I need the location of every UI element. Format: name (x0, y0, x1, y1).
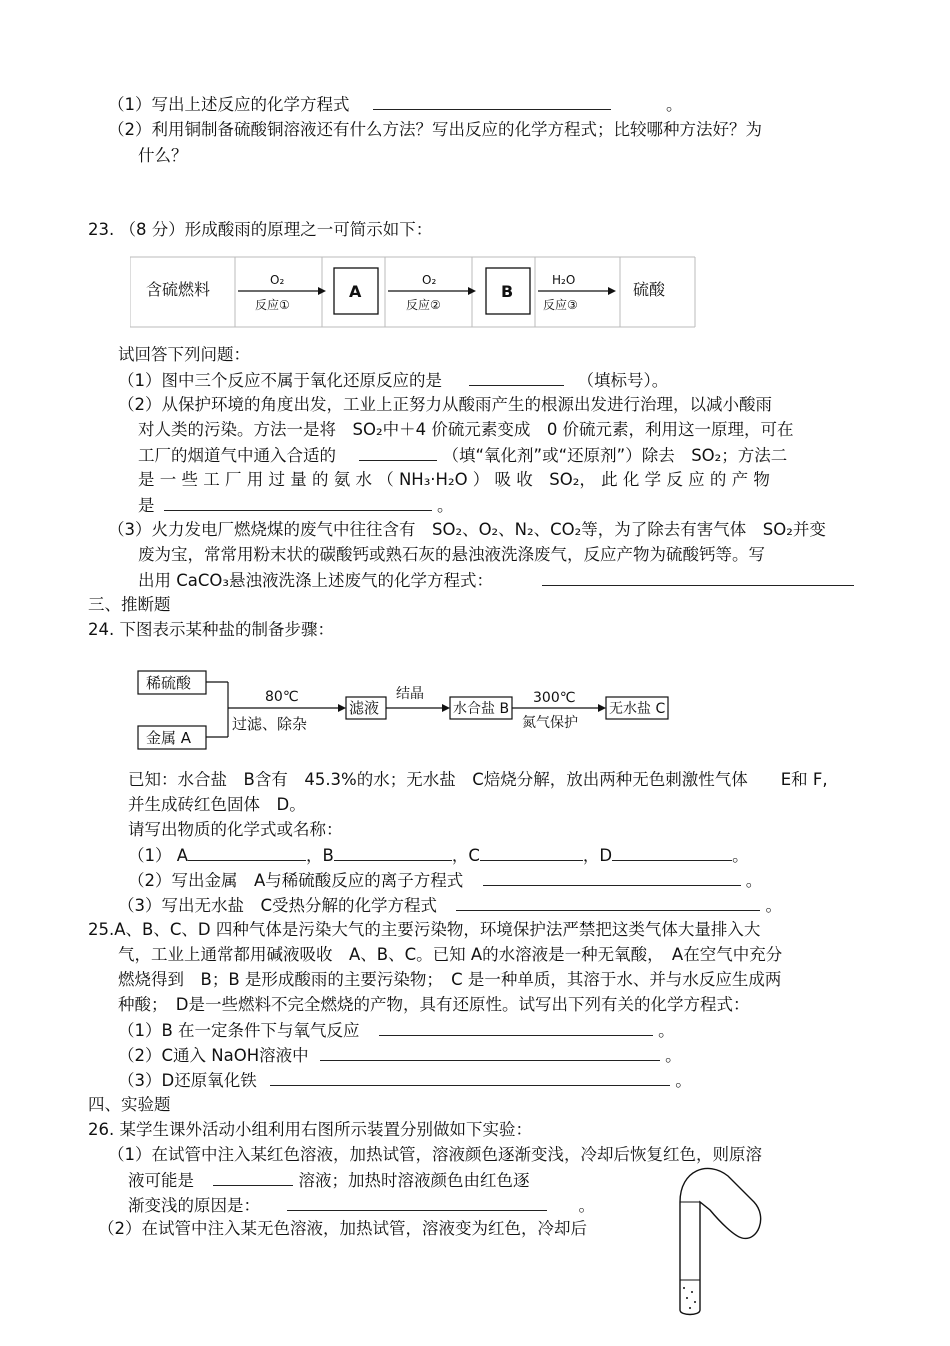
q24-part1: （1） A ，B ，C ，D 。 (128, 846, 749, 865)
arrow-head-icon (442, 704, 450, 712)
answer-blank[interactable] (270, 1069, 670, 1086)
flow-r1-reagent: O₂ (270, 273, 285, 287)
flow-box-b-label: B (501, 282, 514, 301)
flow-box-a-label: A (349, 282, 362, 301)
answer-blank[interactable] (213, 1169, 293, 1186)
flow-r2-reagent: O₂ (422, 273, 437, 287)
anhydrous-label: 无水盐 C (609, 701, 666, 717)
answer-blank[interactable] (469, 369, 564, 386)
metal-label: 金属 A (146, 729, 192, 747)
q22-part1: （1）写出上述反应的化学方程式 。 (108, 95, 683, 114)
q23-part2-line3: 工厂的烟道气中通入合适的 （填“氧化剂”或“还原剂”）除去 SO₂；方法二 (138, 446, 788, 465)
answer-blank[interactable] (456, 894, 760, 911)
q25-part1: （1）B 在一定条件下与氧气反应 。 (118, 1021, 675, 1040)
q25-line1: 25.A、B、C、D 四种气体是污染大气的主要污染物，环境保护法严禁把这类气体大量排入大 (88, 920, 761, 939)
answer-blank[interactable] (379, 1019, 653, 1036)
q23-intro: 试回答下列问题： (118, 345, 250, 364)
q23-part2-line2: 对人类的污染。方法一是将 SO₂中＋4 价硫元素变成 0 价硫元素，利用这一原理，可在 (138, 420, 794, 439)
flow-r1-label: 反应① (255, 298, 290, 312)
acid-rain-flow-diagram (130, 253, 700, 331)
arrow-head-icon (608, 287, 616, 295)
flow-r2-label: 反应② (406, 298, 441, 312)
arrow-head-icon (338, 704, 346, 712)
salt-prep-flow-diagram (130, 665, 690, 755)
filter-label: 过滤、除杂 (232, 715, 308, 733)
q23-title: 23. （8 分）形成酸雨的原理之一可简示如下： (88, 220, 433, 239)
q24-part3: （3）写出无水盐 C受热分解的化学方程式 。 (118, 896, 783, 915)
q26-part1-line2: 液可能是 溶液；加热时溶液颜色由红色逐 (128, 1171, 530, 1190)
answer-blank[interactable] (612, 844, 732, 861)
answer-blank[interactable] (542, 569, 854, 586)
sealed-test-tube-apparatus (650, 1162, 780, 1322)
answer-blank[interactable] (287, 1194, 547, 1211)
q23-part2-line4: 是 一 些 工 厂 用 过 量 的 氨 水 （ NH₃·H₂O ） 吸 收 SO₂， 此 化 学 反 应 的 产 物 (138, 470, 770, 489)
flow-end: 硫酸 (633, 280, 666, 299)
q25-part3: （3）D还原氧化铁 。 (118, 1071, 692, 1090)
flow-r3-reagent: H₂O (552, 273, 576, 287)
q24-part2: （2）写出金属 A与稀硫酸反应的离子方程式 。 (128, 871, 763, 890)
q24-known-2: 并生成砖红色固体 D。 (128, 795, 306, 814)
q25-line2: 气，工业上通常都用碱液吸收 A、B、C。已知 A的水溶液是一种无氧酸， A在空气中充分 (118, 945, 783, 964)
q22-part2: （2）利用铜制备硫酸铜溶液还有什么方法？写出反应的化学方程式；比较哪种方法好？为 (108, 120, 762, 139)
temp-80-label: 80℃ (265, 689, 299, 705)
q23-part2-line1: （2）从保护环境的角度出发，工业上正努力从酸雨产生的根源出发进行治理，以减小酸雨 (118, 395, 772, 414)
filtrate-label: 滤液 (349, 699, 380, 717)
section-experiment: 四、实验题 (88, 1095, 171, 1114)
n2-protect-label: 氮气保护 (522, 715, 578, 731)
answer-blank[interactable] (188, 844, 306, 861)
q26-part1-line1: （1）在试管中注入某红色溶液，加热试管，溶液颜色逐渐变浅，冷却后恢复红色，则原溶 (108, 1145, 762, 1164)
answer-blank[interactable] (164, 494, 432, 511)
section-inference: 三、推断题 (88, 595, 171, 614)
q23-part3-line1: （3）火力发电厂燃烧煤的废气中往往含有 SO₂、O₂、N₂、CO₂等，为了除去有害气体 SO₂并变 (108, 520, 826, 539)
flow-start: 含硫燃料 (146, 280, 211, 299)
q26-part1-line3: 渐变浅的原因是： 。 (128, 1196, 595, 1215)
hydrate-label: 水合盐 B (453, 701, 510, 717)
answer-blank[interactable] (334, 844, 452, 861)
flow-r3-label: 反应③ (543, 298, 578, 312)
q24-known-1: 已知：水合盐 B含有 45.3%的水；无水盐 C焙烧分解，放出两种无色刺激性气体 E和 F, (128, 770, 828, 789)
q26-part2: （2）在试管中注入某无色溶液，加热试管，溶液变为红色，冷却后 (98, 1219, 587, 1238)
answer-blank[interactable] (483, 869, 741, 886)
q26-title: 26. 某学生课外活动小组利用右图所示装置分别做如下实验： (88, 1120, 532, 1139)
answer-blank[interactable] (480, 844, 583, 861)
answer-blank[interactable] (373, 93, 611, 110)
crystallize-label: 结晶 (396, 686, 424, 702)
temp-300-label: 300℃ (533, 690, 576, 706)
q23-part2-line5: 是 。 (138, 496, 454, 515)
q24-title: 24. 下图表示某种盐的制备步骤： (88, 620, 334, 639)
q23-part1: （1）图中三个反应不属于氧化还原反应的是 （填标号）。 (118, 371, 669, 390)
acid-label: 稀硫酸 (146, 674, 192, 692)
q25-line4: 种酸； D是一些燃料不完全燃烧的产物，具有还原性。试写出下列有关的化学方程式： (118, 995, 750, 1014)
q22-part2-cont: 什么？ (138, 146, 188, 165)
q25-part2: （2）C通入 NaOH溶液中 。 (118, 1046, 682, 1065)
q23-part3-line3: 出用 CaCO₃悬浊液洗涤上述废气的化学方程式： (138, 569, 854, 592)
q23-part3-line2: 废为宝，常常用粉末状的碳酸钙或熟石灰的悬浊液洗涤废气，反应产物为硫酸钙等。写 (138, 545, 765, 564)
q25-line3: 燃烧得到 B；B 是形成酸雨的主要污染物； C 是一种单质，其溶于水、并与水反应生成两 (118, 970, 782, 989)
answer-blank[interactable] (359, 444, 437, 461)
answer-blank[interactable] (320, 1044, 660, 1061)
arrow-head-icon (598, 704, 606, 712)
q24-ask: 请写出物质的化学式或名称： (128, 820, 343, 839)
